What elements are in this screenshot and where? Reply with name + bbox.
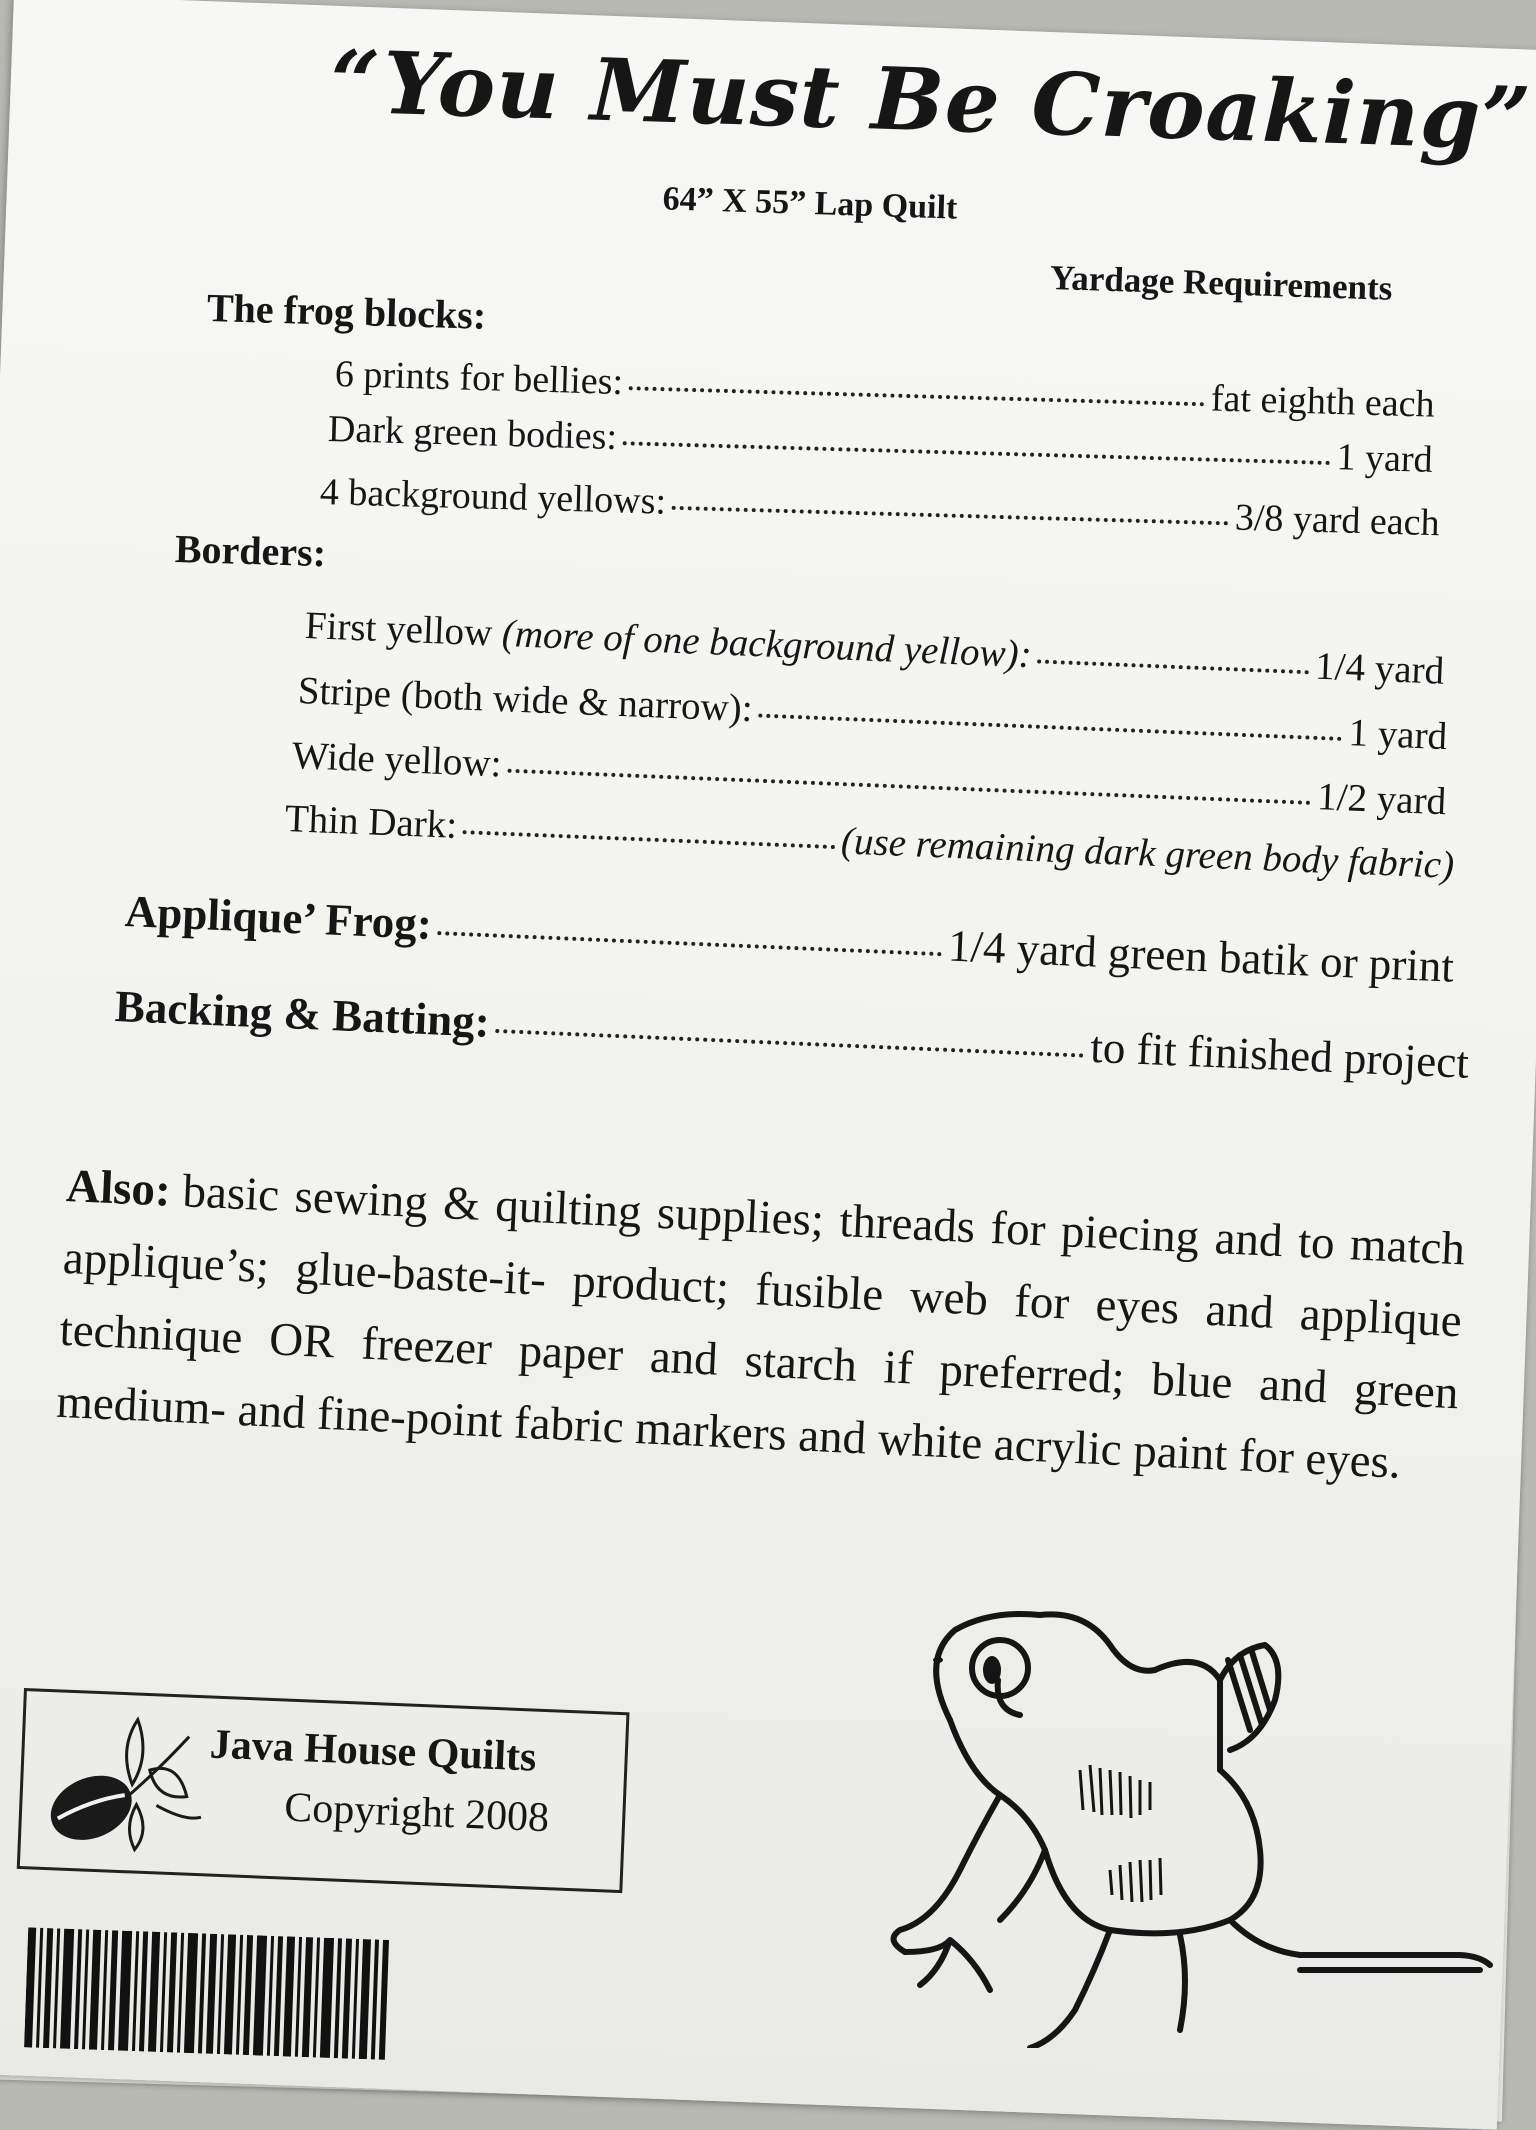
yardage-heading: Yardage Requirements: [1049, 258, 1393, 308]
leader-dots: [672, 506, 1229, 526]
item-label: 4 background yellows:: [319, 471, 667, 523]
quilt-size: 64” X 55” Lap Quilt: [662, 180, 958, 227]
publisher-box: [17, 1688, 630, 1893]
leader-dots: [629, 386, 1205, 406]
applique-label: Applique’ Frog:: [123, 886, 433, 949]
item-label: Wide yellow:: [291, 734, 503, 786]
leader-dots: [495, 1029, 1084, 1058]
also-text: basic sewing & quilting supplies; threads for piecing and to match applique’s; glue-baste-it- product; fusible web for eyes and applique technique OR freezer paper and starch if preferred; blue and green medium- and fine-point fabric markers and white acrylic paint for eyes.: [55, 1165, 1467, 1489]
borders-heading: Borders:: [174, 526, 327, 576]
item-amount: (use remaining dark green body fabric): [840, 819, 1455, 887]
barcode: [24, 1927, 468, 2062]
copyright: Copyright 2008: [283, 1784, 550, 1842]
publisher-name: Java House Quilts: [208, 1721, 538, 1781]
item-label: Stripe (both wide & narrow):: [297, 669, 754, 731]
leader-dots: [758, 713, 1342, 740]
list-item: [319, 470, 1440, 545]
item-label: First yellow (more of one background yellow):: [304, 604, 1033, 677]
leader-dots: [1037, 659, 1309, 674]
item-amount: 1 yard: [1347, 711, 1448, 759]
coffee-bean-logo-icon: [34, 1706, 210, 1858]
backing-label: Backing & Batting:: [113, 981, 491, 1047]
item-amount: 1/4 yard: [1314, 644, 1445, 693]
applique-amount: 1/4 yard green batik or print: [947, 920, 1455, 992]
item-label: 6 prints for bellies:: [334, 353, 624, 404]
leader-dots: [463, 830, 835, 849]
also-paragraph: [55, 1150, 1467, 1501]
leader-dots: [437, 931, 941, 956]
frog-illustration: [880, 1590, 1510, 2048]
backing-amount: to fit finished project: [1089, 1021, 1470, 1088]
item-amount: fat eighth each: [1210, 377, 1436, 426]
item-label: Dark green bodies:: [327, 408, 618, 459]
item-note: (more of one background yellow):: [501, 611, 1033, 677]
item-amount: 1/2 yard: [1316, 775, 1447, 824]
item-amount: 3/8 yard each: [1234, 496, 1441, 545]
pattern-title: “You Must Be Croaking”: [328, 31, 1534, 171]
list-item: [114, 980, 1470, 1089]
leader-dots: [623, 441, 1331, 465]
item-label: Thin Dark:: [284, 797, 458, 847]
item-amount: 1 yard: [1335, 436, 1434, 481]
also-label: Also:: [65, 1159, 172, 1217]
list-item: [124, 885, 1455, 993]
leader-dots: [507, 769, 1311, 805]
frog-blocks-heading: The frog blocks:: [206, 285, 487, 338]
